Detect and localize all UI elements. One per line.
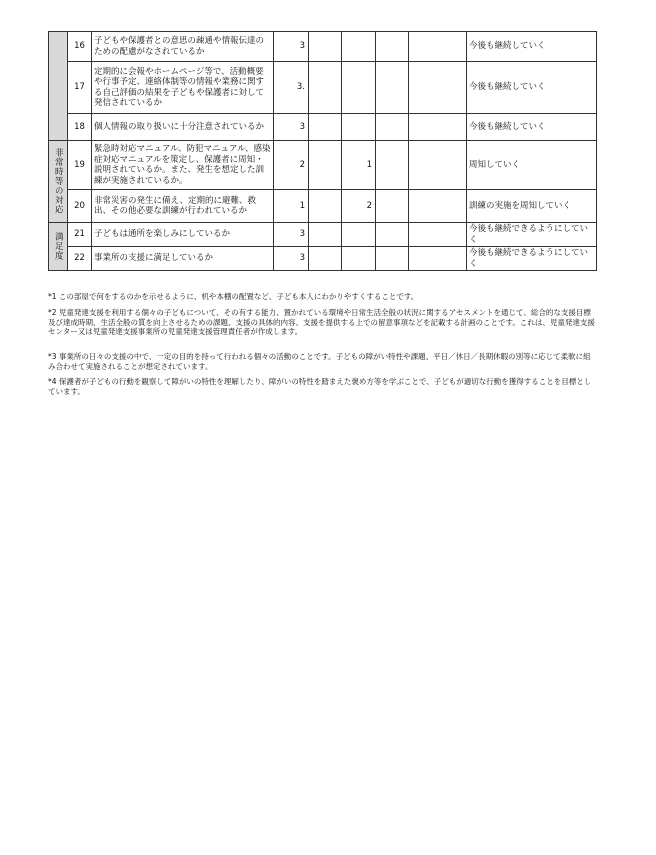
answer-yes: 1 — [274, 190, 309, 223]
answer-unknown — [376, 223, 409, 247]
answer-yes: 3 — [274, 223, 309, 247]
row-number: 20 — [68, 190, 92, 223]
table-row — [49, 190, 597, 223]
table-row — [49, 32, 597, 62]
table-row — [49, 223, 597, 247]
category-cell — [49, 32, 68, 141]
table-row — [49, 114, 597, 141]
answer-unknown — [376, 62, 409, 114]
question-text: 非常災害の発生に備え、定期的に避難、救出、その他必要な訓練が行われているか — [92, 190, 274, 223]
answer-yes: 2 — [274, 141, 309, 190]
table-row — [49, 62, 597, 114]
answer-unknown — [376, 141, 409, 190]
row-number: 18 — [68, 114, 92, 141]
answer-unknown — [376, 32, 409, 62]
answer-unknown — [376, 190, 409, 223]
answer-no — [342, 62, 376, 114]
answer-other — [409, 223, 467, 247]
answer-2 — [309, 223, 342, 247]
answer-other — [409, 62, 467, 114]
question-text: 個人情報の取り扱いに十分注意されているか — [92, 114, 274, 141]
comment-text: 周知していく — [467, 141, 597, 190]
row-number: 21 — [68, 223, 92, 247]
question-text: 子どもや保護者との意思の疎通や情報伝達のための配慮がなされているか — [92, 32, 274, 62]
footnote-4: *4 保護者が子どもの行動を観察して障がいの特性を理解したり、障がいの特性を踏まえた褒め方等を学ぶことで、子どもが適切な行動を獲得することを目標としています。 — [48, 377, 592, 396]
comment-text: 訓練の実施を周知していく — [467, 190, 597, 223]
footnote-1: *1 この部屋で何をするのかを示せるように、机や本棚の配置など、子ども本人にわかりやすくすることです。 — [48, 292, 419, 301]
row-number: 19 — [68, 141, 92, 190]
question-text: 子どもは通所を楽しみにしているか — [92, 223, 274, 247]
table-row — [49, 247, 597, 271]
comment-text: 今後も継続していく — [467, 62, 597, 114]
comment-text: 今後も継続していく — [467, 114, 597, 141]
answer-other — [409, 190, 467, 223]
answer-yes: 3 — [274, 114, 309, 141]
answer-no — [342, 32, 376, 62]
answer-no — [342, 223, 376, 247]
answer-other — [409, 32, 467, 62]
answer-no: 1 — [342, 141, 376, 190]
comment-text: 今後も継続できるようにしていく — [467, 247, 597, 271]
answer-other — [409, 141, 467, 190]
answer-2 — [309, 32, 342, 62]
answer-other — [409, 247, 467, 271]
answer-2 — [309, 114, 342, 141]
answer-other — [409, 114, 467, 141]
answer-2 — [309, 141, 342, 190]
answer-yes: 3. — [274, 62, 309, 114]
table-row — [49, 141, 597, 190]
answer-yes: 3 — [274, 247, 309, 271]
answer-no — [342, 247, 376, 271]
row-number: 22 — [68, 247, 92, 271]
category-emergency: 非常時等の対応 — [49, 141, 68, 223]
answer-no — [342, 114, 376, 141]
comment-text: 今後も継続していく — [467, 32, 597, 62]
answer-unknown — [376, 114, 409, 141]
footnote-3: *3 事業所の日々の支援の中で、一定の目的を持って行われる個々の活動のことです。子どもの障がい特性や課題、平日／休日／長期休暇の別等に応じて柔軟に組み合わせて実施されることが想定されています。 — [48, 352, 591, 371]
answer-2 — [309, 190, 342, 223]
answer-yes: 3 — [274, 32, 309, 62]
evaluation-table — [48, 31, 597, 271]
answer-unknown — [376, 247, 409, 271]
question-text: 定期的に会報やホームページ等で、活動概要や行事予定、連絡体制等の情報や業務に関する自己評価の結果を子どもや保護者に対して発信されているか — [92, 62, 274, 114]
answer-2 — [309, 247, 342, 271]
comment-text: 今後も継続できるようにしていく — [467, 223, 597, 247]
row-number: 16 — [68, 32, 92, 62]
category-satisfaction: 満足度 — [49, 223, 68, 271]
answer-no: 2 — [342, 190, 376, 223]
answer-2 — [309, 62, 342, 114]
question-text: 事業所の支援に満足しているか — [92, 247, 274, 271]
row-number: 17 — [68, 62, 92, 114]
footnote-2: *2 児童発達支援を利用する個々の子どもについて、その有する能力、置かれている環境や日常生活全般の状況に関するアセスメントを通じて、総合的な支援目標及び達成時期、生活全般の質を向上させるための課題、支援の具体的内容、支援を提供する上での留意事項などを記載する計画のことです。これは、児童発達支援センター又は児童発達支援事業所の児童発達支援管理責任者が作成します。 — [48, 308, 595, 336]
question-text: 緊急時対応マニュアル、防犯マニュアル、感染症対応マニュアルを策定し、保護者に周知・説明されているか。また、発生を想定した訓練が実施されているか。 — [92, 141, 274, 190]
